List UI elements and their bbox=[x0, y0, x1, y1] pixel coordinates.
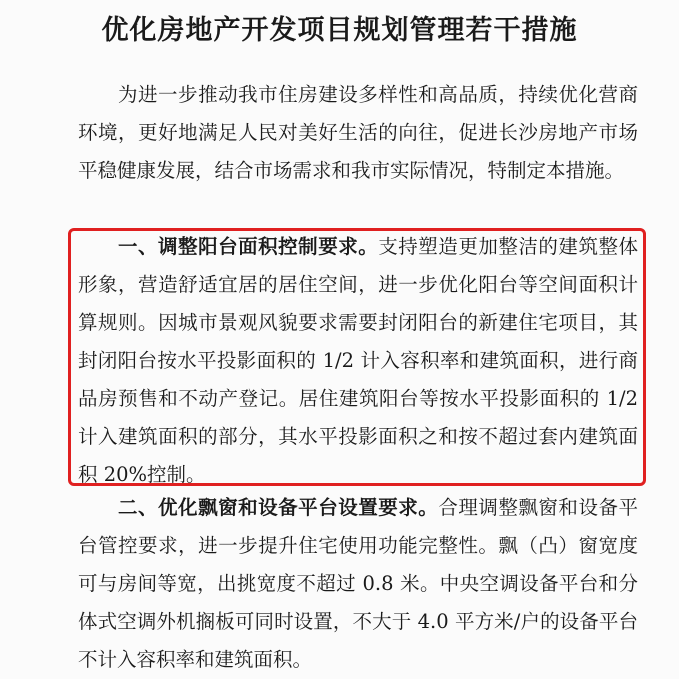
section-2-body: 合理调整飘窗和设备平台管控要求，进一步提升住宅使用功能完整性。飘（凸）窗宽度可与房间等宽，出挑宽度不超过 0.8 米。中央空调设备平台和分体式空调外机搁板可同时设置，不大于 4.0 平方米/户的设备平台不计入容积率和建筑面积。 bbox=[78, 496, 638, 671]
section-2-heading: 二、优化飘窗和设备平台设置要求。 bbox=[118, 496, 439, 519]
section-1-paragraph bbox=[78, 228, 638, 494]
section-2-paragraph bbox=[78, 489, 638, 679]
section-1-heading: 一、调整阳台面积控制要求。 bbox=[118, 235, 379, 258]
intro-paragraph: 为进一步推动我市住房建设多样性和高品质，持续优化营商环境，更好地满足人民对美好生活的向往，促进长沙房地产市场平稳健康发展，结合市场需求和我市实际情况，特制定本措施。 bbox=[78, 83, 638, 182]
section-1-body: 支持塑造更加整洁的建筑整体形象，营造舒适宜居的居住空间，进一步优化阳台等空间面积计算规则。因城市景观风貌要求需要封闭阳台的新建住宅项目，其封闭阳台按水平投影面积的 1/2 计入容积率和建筑面积，进行商品房预售和不动产登记。居住建筑阳台等按水平投影面积的 1/2 计入建筑面积的部分，其水平投影面积之和按不超过套内建筑面积 20%控制。 bbox=[78, 235, 638, 486]
document-title: 优化房地产开发项目规划管理若干措施 bbox=[101, 15, 578, 46]
